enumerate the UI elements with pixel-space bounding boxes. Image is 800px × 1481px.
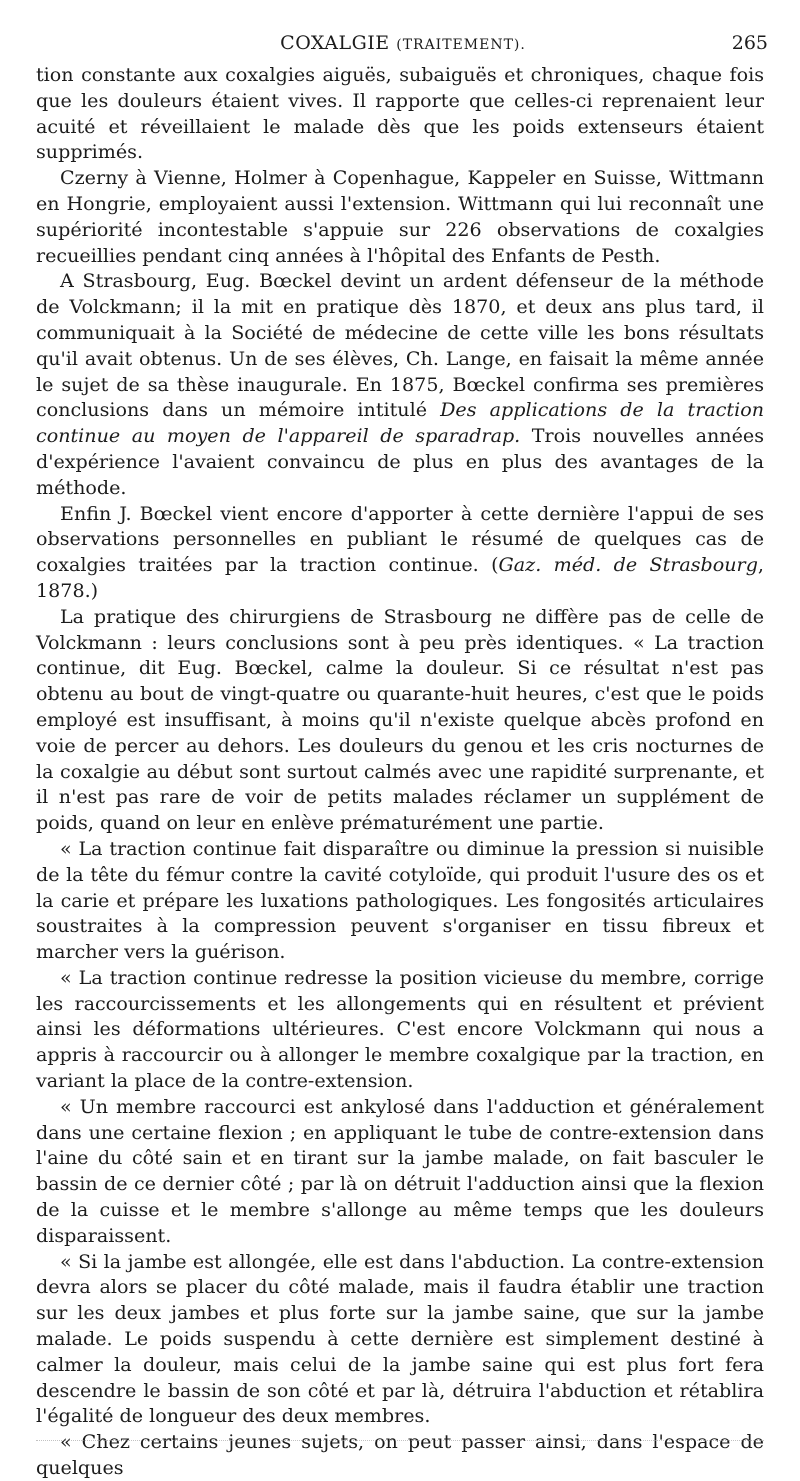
chapter-subtitle: (TRAITEMENT). [396, 37, 526, 53]
paragraph-9: « Si la jambe est allongée, elle est dans l'abduction. La contre-extension devra alors se placer du côté malade, mais il faudra établir une traction sur les deux jambes et plus forte sur la jambe saine, que sur la jambe malade. Le poids suspendu à cette dernière est simplement destiné à calmer la douleur, mais celui de la jambe saine qui est plus fort fera descendre le bassin de son côté et par là, détruira l'abduction et rétablira l'égalité de longueur des deux membres. [36, 1249, 764, 1428]
paragraph-8: « Un membre raccourci est ankylosé dans l'adduction et généralement dans une certaine flexion ; en appliquant le tube de contre-extension dans l'aine du côté sain et en tirant sur la jambe malade, on fait basculer le bassin de ce dernier côté ; par là on détruit l'adduction ainsi que la flexion de la cuisse et le membre s'allonge au même temps que les douleurs disparaissent. [36, 1094, 764, 1247]
running-head [38, 32, 768, 58]
paragraph-10: « Chez certains jeunes sujets, on peut passer ainsi, dans l'espace de quelques [36, 1430, 764, 1480]
memoir-title: Des applications de la traction continue au moyen de l'appareil de sparadrap. [36, 398, 764, 448]
paragraph-2: Czerny à Vienne, Holmer à Copenhague, Kappeler en Suisse, Wittmann en Hongrie, employaient aussi l'extension. Wittmann qui lui reconnaît une supériorité incontestable s'appuie sur 226 observations de coxalgies recueillies pendant cinq années à l'hôpital des Enfants de Pesth. [36, 166, 764, 267]
paragraph-3 [36, 268, 764, 500]
paragraph-4-text-b: , 1878.) [36, 553, 764, 602]
paragraph-4 [36, 501, 764, 604]
running-title [38, 32, 768, 54]
paragraph-5: La pratique des chirurgiens de Strasbourg ne diffère pas de celle de Volckmann : leurs conclusions sont à peu près identiques. « La traction continue, dit Eug. Bœckel, calme la douleur. Si ce résultat n'est pas obtenu au bout de vingt-quatre ou quarante-huit heures, c'est que le poids employé est insuffisant, à moins qu'il n'existe quelque abcès profond en voie de percer au dehors. Les douleurs du genou et les cris nocturnes de la coxalgie au début sont surtout calmés avec une rapidité surprenante, et il n'est pas rare de voir de petits malades réclamer un supplément de poids, quand on leur en enlève prématurément une partie. [36, 604, 764, 835]
bottom-bleed-rule [36, 1440, 764, 1441]
journal-reference: Gaz. méd. de Strasbourg [498, 553, 758, 577]
chapter-title: COXALGIE [280, 32, 390, 54]
page-number: 265 [731, 32, 768, 54]
body-text [36, 62, 764, 1481]
paragraph-7: « La traction continue redresse la position vicieuse du membre, corrige les raccourcissements et les allongements qui en résultent et prévient ainsi les déformations ultérieures. C'est encore Volckmann qui nous a appris à raccourcir ou à allonger le membre coxalgique par la traction, en variant la place de la contre-extension. [36, 965, 764, 1093]
paragraph-6: « La traction continue fait disparaître ou diminue la pression si nuisible de la tête du fémur contre la cavité cotyloïde, qui produit l'usure des os et la carie et prépare les luxations pathologiques. Les fongosités articulaires soustraites à la compression peuvent s'organiser en tissu fibreux et marcher vers la guérison. [36, 836, 764, 964]
paragraph-4-text-a: Enfin J. Bœckel vient encore d'apporter à cette dernière l'appui de ses observations personnelles en publiant le résumé de quelques cas de coxalgies traitées par la traction continue. ( [36, 501, 764, 577]
paragraph-1: tion constante aux coxalgies aiguës, subaiguës et chroniques, chaque fois que les douleurs étaient vives. Il rapporte que celles-ci reprenaient leur acuité et réveillaient le malade dès que les poids extenseurs étaient supprimés. [36, 63, 764, 164]
paragraph-3-text-a: A Strasbourg, Eug. Bœckel devint un ardent défenseur de la méthode de Volckmann; il la mit en pratique dès 1870, et deux ans plus tard, il communiquait à la Société de médecine de cette ville les bons résultats qu'il avait obtenus. Un de ses élèves, Ch. Lange, en faisait la même année le sujet de sa thèse inaugurale. En 1875, Bœckel confirma ses premières conclusions dans un mémoire intitulé [36, 269, 764, 422]
paragraph-3-text-b: Trois nouvelles années d'expérience l'avaient convaincu de plus en plus des avantages de la méthode. [36, 424, 764, 499]
